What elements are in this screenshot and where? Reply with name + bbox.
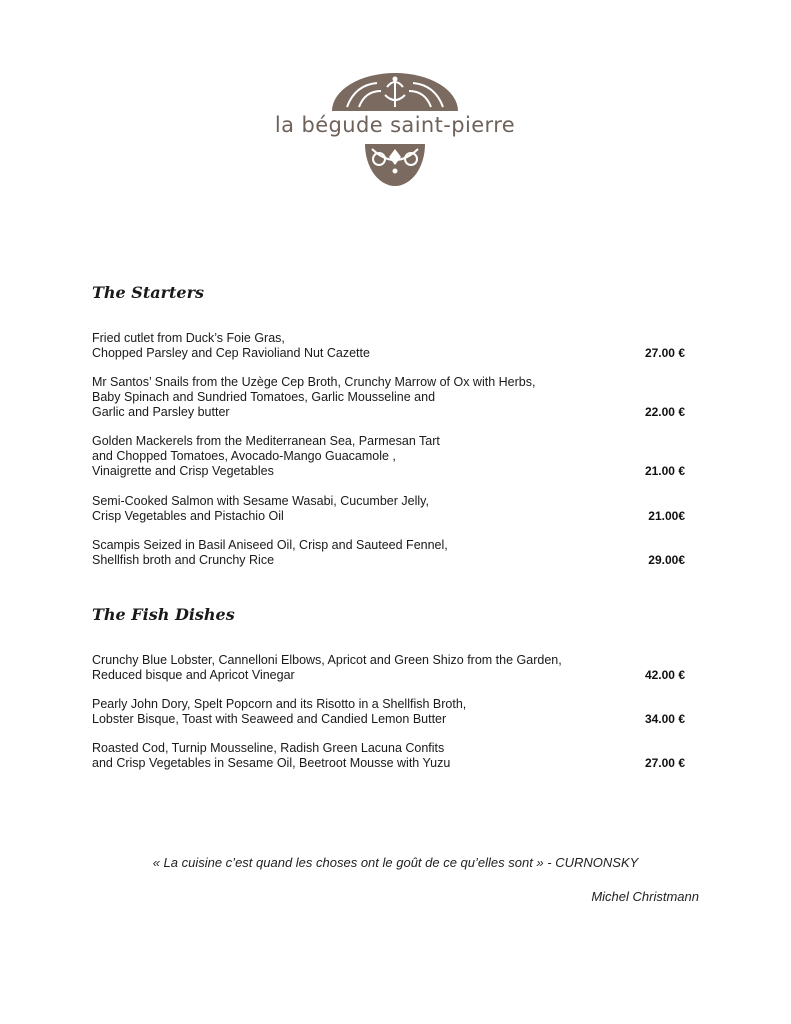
dish-line: Golden Mackerels from the Mediterranean Sea, Parmesan Tart (92, 434, 440, 448)
dish-description (92, 375, 632, 420)
menu-item (92, 331, 702, 361)
chef-signature: Michel Christmann (591, 889, 699, 904)
dish-price: 34.00 € (644, 712, 685, 726)
dish-price: 27.00 € (644, 756, 685, 770)
dish-line: Fried cutlet from Duck’s Foie Gras, (92, 331, 285, 345)
dish-line: Mr Santos’ Snails from the Uzège Cep Broth, Crunchy Marrow of Ox with Herbs, (92, 375, 536, 389)
brand-name: la bégude saint-pierre (274, 113, 516, 137)
dish-description (92, 697, 632, 727)
dish-line: Shellfish broth and Crunchy Rice (92, 553, 275, 567)
menu-item (92, 375, 702, 420)
dish-line: Vinaigrette and Crisp Vegetables (92, 464, 274, 478)
dish-line: Crisp Vegetables and Pistachio Oil (92, 509, 284, 523)
dish-description (92, 741, 632, 771)
dish-line: Crunchy Blue Lobster, Cannelloni Elbows, Apricot and Green Shizo from the Garden, (92, 653, 562, 667)
dish-price: 21.00 € (644, 464, 685, 478)
section-title-starters: The Starters (92, 283, 205, 302)
dish-line: Garlic and Parsley butter (92, 405, 230, 419)
dish-line: Lobster Bisque, Toast with Seaweed and Candied Lemon Butter (92, 712, 447, 726)
dish-description (92, 494, 632, 524)
dish-line: Pearly John Dory, Spelt Popcorn and its Risotto in a Shellfish Broth, (92, 697, 467, 711)
dish-description (92, 331, 632, 361)
brand-logo (255, 73, 535, 189)
dish-price: 22.00 € (644, 405, 685, 419)
dish-line: Semi-Cooked Salmon with Sesame Wasabi, Cucumber Jelly, (92, 494, 429, 508)
dish-price: 42.00 € (644, 668, 685, 682)
menu-item (92, 538, 702, 568)
dish-line: Baby Spinach and Sundried Tomatoes, Garlic Mousseline and (92, 390, 436, 404)
dish-description (92, 653, 632, 683)
menu-item (92, 741, 702, 771)
menu-item (92, 434, 702, 479)
dish-line: Scampis Seized in Basil Aniseed Oil, Crisp and Sauteed Fennel, (92, 538, 448, 552)
dish-line: Reduced bisque and Apricot Vinegar (92, 668, 295, 682)
section-title-fish-dishes: The Fish Dishes (92, 605, 235, 624)
dish-price: 21.00€ (648, 509, 685, 523)
dish-line: Roasted Cod, Turnip Mousseline, Radish Green Lacuna Confits (92, 741, 445, 755)
menu-item (92, 494, 702, 524)
menu-item (92, 697, 702, 727)
dish-price: 29.00€ (648, 553, 685, 567)
dish-line: Chopped Parsley and Cep Ravioliand Nut Cazette (92, 346, 370, 360)
menu-item (92, 653, 702, 683)
dish-line: and Crisp Vegetables in Sesame Oil, Beetroot Mousse with Yuzu (92, 756, 451, 770)
dish-price: 27.00 € (644, 346, 685, 360)
dish-description (92, 434, 632, 479)
footer-quote: « La cuisine c’est quand les choses ont le goût de ce qu’elles sont » - CURNONSKY (152, 855, 639, 870)
dish-line: and Chopped Tomatoes, Avocado-Mango Guacamole , (92, 449, 396, 463)
dish-description (92, 538, 632, 568)
